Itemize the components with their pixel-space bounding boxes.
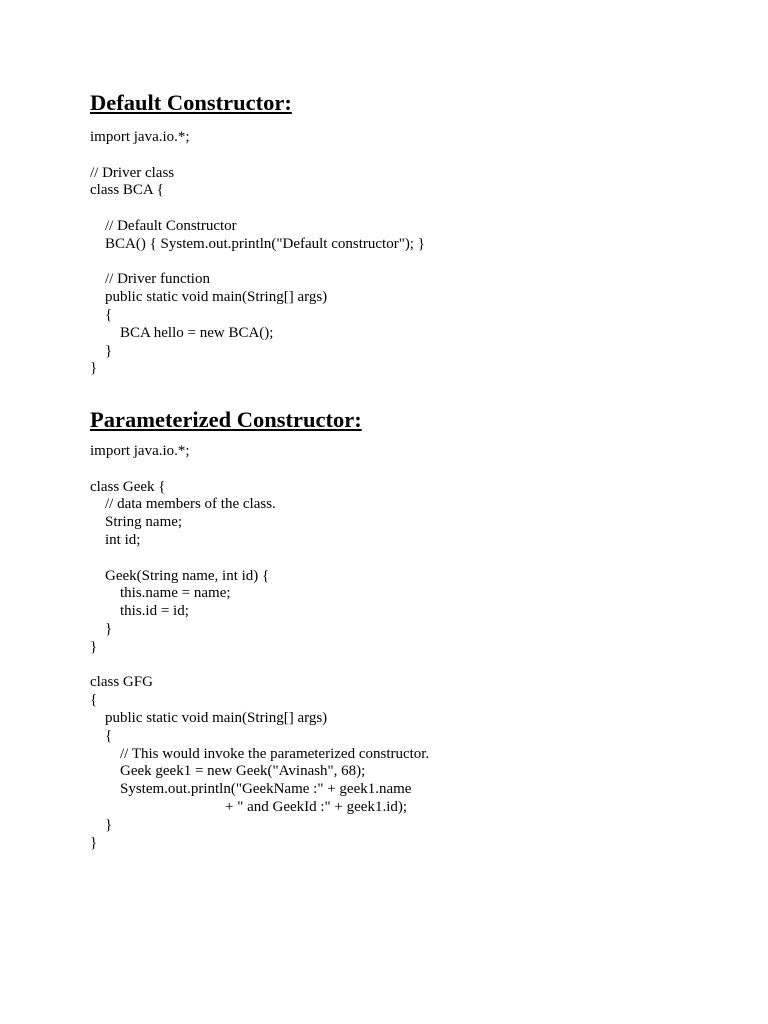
code-line	[90, 461, 429, 479]
code-line: import java.io.*;	[90, 443, 190, 459]
code-line	[90, 550, 429, 568]
code-line	[90, 200, 425, 218]
code-line: this.name = name;	[90, 585, 231, 602]
code-line: class BCA {	[90, 182, 164, 199]
code-line: }	[90, 620, 113, 637]
section-heading-default-constructor: Default Constructor:	[90, 90, 292, 115]
code-line: // Default Constructor	[90, 217, 237, 234]
code-line: // This would invoke the parameterized constructor.	[90, 745, 430, 762]
code-line: }	[90, 360, 98, 377]
code-block-parameterized-constructor	[90, 443, 429, 852]
code-line: public static void main(String[] args)	[90, 709, 328, 726]
code-line: String name;	[90, 514, 183, 531]
code-line: // Driver class	[90, 164, 175, 181]
code-block-default-constructor	[90, 129, 425, 378]
code-line: Geek(String name, int id) {	[90, 567, 270, 584]
code-line: }	[90, 834, 98, 851]
code-line	[90, 657, 429, 675]
code-line: int id;	[90, 531, 141, 548]
code-line	[90, 254, 425, 272]
code-line: // data members of the class.	[90, 496, 276, 513]
code-line: }	[90, 342, 113, 359]
code-line: {	[90, 306, 113, 323]
code-line: import java.io.*;	[90, 129, 190, 145]
document-page	[90, 0, 730, 1024]
code-line: this.id = id;	[90, 603, 189, 620]
code-line: BCA hello = new BCA();	[90, 324, 274, 341]
code-line: public static void main(String[] args)	[90, 289, 328, 306]
code-line	[90, 147, 425, 165]
code-line: // Driver function	[90, 271, 210, 288]
code-line: }	[90, 816, 113, 833]
code-line: }	[90, 638, 98, 655]
section-heading-parameterized-constructor: Parameterized Constructor:	[90, 407, 362, 432]
code-line: + " and GeekId :" + geek1.id);	[90, 798, 408, 815]
code-line: class Geek {	[90, 478, 166, 495]
code-line: Geek geek1 = new Geek("Avinash", 68);	[90, 763, 366, 780]
code-line: {	[90, 692, 98, 709]
code-line: BCA() { System.out.println("Default constructor"); }	[90, 235, 425, 252]
code-line: System.out.println("GeekName :" + geek1.name	[90, 781, 412, 798]
code-line: class GFG	[90, 674, 153, 691]
code-line: {	[90, 727, 113, 744]
